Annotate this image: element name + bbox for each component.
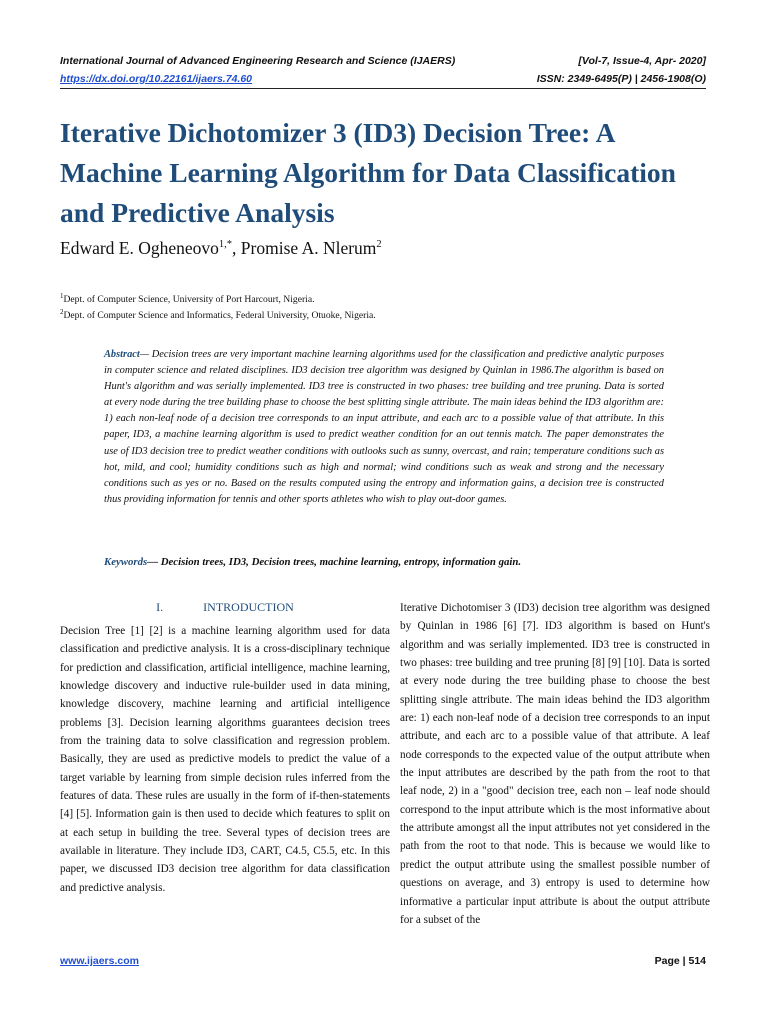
author-separator: , <box>232 238 241 258</box>
affiliation-2-text: Dept. of Computer Science and Informatics, Federal University, Otuoke, Nigeria. <box>63 310 376 322</box>
keywords-text: — Decision trees, ID3, Decision trees, machine learning, entropy, information gain. <box>147 556 522 568</box>
affiliation-1 <box>60 292 314 305</box>
issn-info: ISSN: 2349-6495(P) | 2456-1908(O) <box>536 73 706 85</box>
journal-name: International Journal of Advanced Engineering Research and Science (IJAERS) <box>60 55 456 67</box>
paper-title: Iterative Dichotomizer 3 (ID3) Decision Tree: A Machine Learning Algorithm for Data Classification and Predictive Analysis <box>60 117 676 228</box>
page-number: Page | 514 <box>654 955 706 967</box>
section-title: INTRODUCTION <box>203 600 294 614</box>
keywords <box>104 556 521 568</box>
author-1-affiliation: 1,* <box>218 239 233 251</box>
author-1: Edward E. Ogheneovo <box>60 238 219 258</box>
section-heading <box>60 600 390 615</box>
affiliation-1-marker: 1 <box>60 292 64 300</box>
abstract-label: Abstract <box>104 349 140 360</box>
abstract <box>104 347 664 508</box>
keywords-label: Keywords <box>104 556 148 568</box>
body-column-right: Iterative Dichotomiser 3 (ID3) decision tree algorithm was designed by Quinlan in 1986 [6] [7]. ID3 algorithm is based on Hunt's algorithm and was serially implemented. ID3 tree is constructed in two phases: tree building and tree pruning [8] [9] [10]. Data is sorted at every node during the tree building phase to choose the best splitting single attribute. The main ideas behind the ID3 algorithm are: 1) each non-leaf node of a decision tree corresponds to an input attribute, and each arc to a possible value of that attribute. A leaf node corresponds to the expected value of the output attribute when the input attributes are described by the path from the root to that leaf node, 2) in a "good" decision tree, each non – leaf node should correspond to the input attribute which is the most informative about the attribute amongst all the input attributes not yet considered in the path from the root to that node. This is because we would like to predict the output attribute using the smallest possible number of questions on average, and 3) entropy is used to determine how informative a particular input attribute is about the output attribute for a subset of the <box>400 602 710 926</box>
author-2-affiliation: 2 <box>376 239 382 251</box>
footer-website-link[interactable]: www.ijaers.com <box>60 955 139 967</box>
body-column-left: Decision Tree [1] [2] is a machine learning algorithm used for data classification and predictive analysis. It is a cross-disciplinary technique for prediction and classification, artificial intelligence, machine learning, knowledge discovery and inductive rule-builder used in data mining, knowledge discovery, machine learning and artificial intelligence problems [3]. Decision learning algorithms guarantees decision trees from the training data to solve classification and regression problem. Basically, they are used as predictive models to predict the value of a target variable by learning from simple decision rules inferred from the features of data. These rules are usually in the form of if-then-statements [4] [5]. Information gain is then used to decide which features to split on at each setup in building the tree. Several types of decision trees are available in literature. They include ID3, CART, C4.5, C5.5, etc. In this paper, we discussed ID3 decision tree algorithm for data classification and predictive analysis. <box>60 625 390 894</box>
doi-link[interactable]: https://dx.doi.org/10.22161/ijaers.74.60 <box>60 73 252 85</box>
header-divider <box>60 88 706 89</box>
abstract-text: — Decision trees are very important machine learning algorithms used for the classification and predictive analytic purposes in computer science and related disciplines. ID3 decision tree algorithm was designed by Quinlan in 1986.The algorithm is based on Hunt's algorithm and was serially implemented. ID3 tree is constructed in two phases: tree building and tree pruning. Data is sorted at every node during the tree building phase to choose the best splitting single attribute. The main ideas behind the ID3 algorithm are: 1) each non-leaf node of a decision tree corresponds to an input attribute, and each arc to a possible value of that attribute. In this paper, ID3, a machine learning algorithm is used to predict weather condition for an out tennis match. The paper demonstrates the use of ID3 decision tree to predict weather conditions with outlooks such as sunny, overcast, and rain; temperature conditions such as hot, mild, and cool; humidity conditions such as high and normal; wind conditions such as weak and strong and the necessary conditions such as yes or no. Based on the results computed using the entropy and information gains, a decision tree is constructed thus providing information for tennis and other sports athletes who wish to play out-door games. <box>104 349 664 505</box>
section-number: I. <box>156 600 164 614</box>
affiliation-2 <box>60 308 376 321</box>
author-2: Promise A. Nlerum <box>240 238 377 258</box>
affiliation-2-marker: 2 <box>60 308 64 316</box>
volume-info: [Vol-7, Issue-4, Apr- 2020] <box>578 55 706 67</box>
author-list <box>60 238 382 259</box>
affiliation-1-text: Dept. of Computer Science, University of Port Harcourt, Nigeria. <box>63 294 315 306</box>
